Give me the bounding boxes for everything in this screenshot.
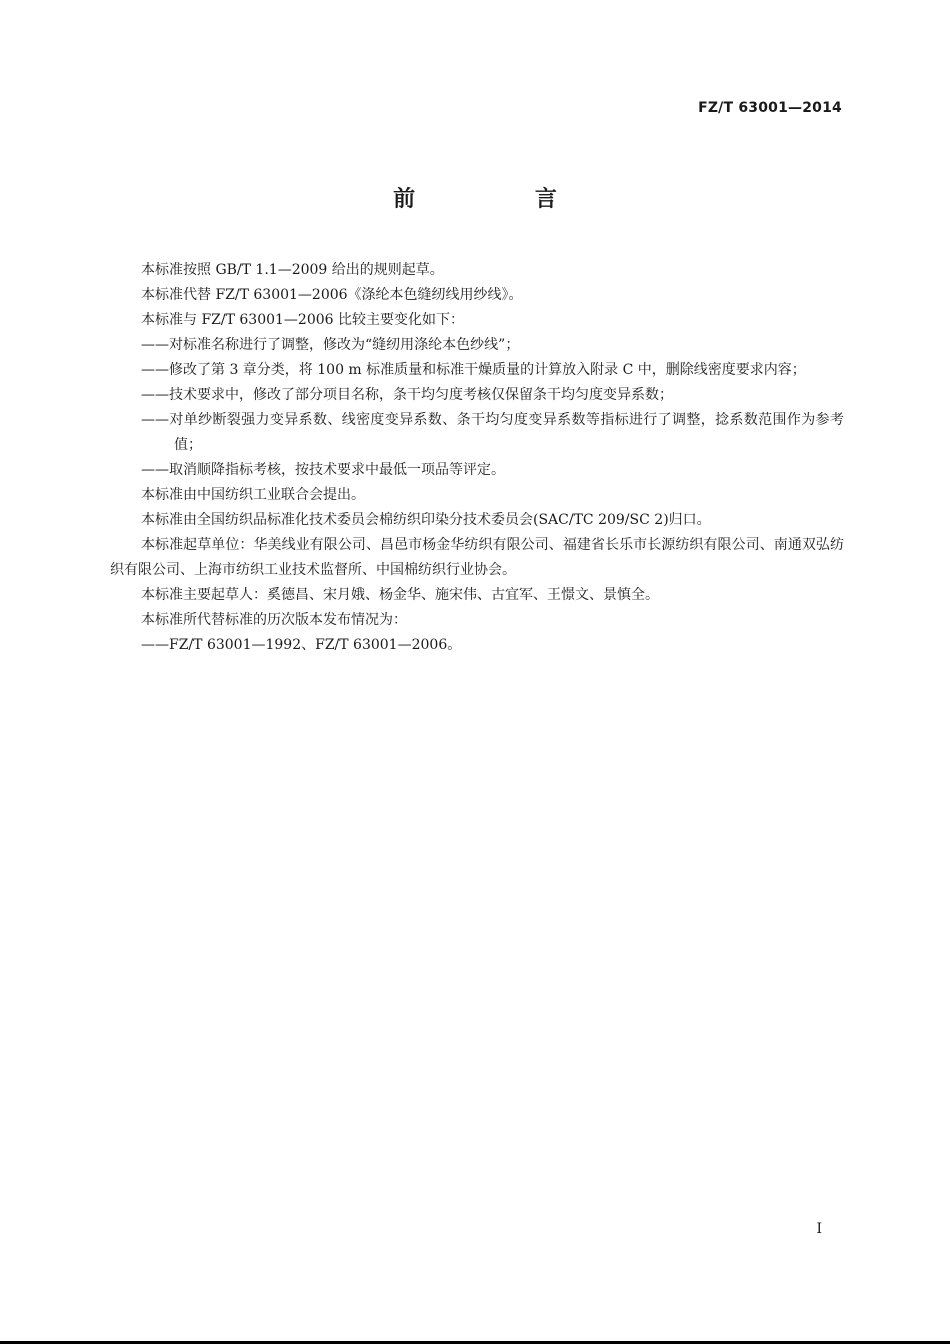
change-list-item: ——取消顺降指标考核，按技术要求中最低一项品等评定。: [141, 462, 505, 478]
paragraph: 本标准与 FZ/T 63001—2006 比较主要变化如下：: [141, 312, 465, 328]
version-history-item: ——FZ/T 63001—1992、FZ/T 63001—2006。: [141, 637, 462, 653]
paragraph: 本标准所代替标准的历次版本发布情况为：: [141, 612, 407, 628]
paragraph: 本标准主要起草人：奚德昌、宋月娥、杨金华、施宋伟、古宜军、王憬文、景慎全。: [141, 587, 659, 603]
change-list-item: ——对标准名称进行了调整，修改为“缝纫用涤纶本色纱线”；: [141, 337, 520, 353]
paragraph: 本标准由全国纺织品标准化技术委员会棉纺织印染分技术委员会(SAC/TC 209/SC 2)归口。: [141, 512, 711, 528]
page-number: I: [816, 1221, 822, 1237]
standard-code: FZ/T 63001—2014: [698, 100, 842, 116]
paragraph: 本标准代替 FZ/T 63001—2006《涤纶本色缝纫线用纱线》。: [141, 287, 523, 303]
document-body: [110, 258, 844, 658]
change-list-item: ——对单纱断裂强力变异系数、线密度变异系数、条干均匀度变异系数等指标进行了调整，捻系数范围作为参考值；: [141, 412, 844, 453]
paragraph: 本标准按照 GB/T 1.1—2009 给出的规则起草。: [141, 262, 444, 278]
paragraph: 本标准由中国纺织工业联合会提出。: [141, 487, 365, 503]
change-list-item: ——技术要求中，修改了部分项目名称，条干均匀度考核仅保留条干均匀度变异系数；: [141, 387, 673, 403]
change-list-item: ——修改了第 3 章分类，将 100 m 标准质量和标准干燥质量的计算放入附录 C 中，删除线密度要求内容；: [141, 362, 806, 378]
page-title: 前 言: [393, 187, 613, 212]
paragraph: 本标准起草单位：华美线业有限公司、昌邑市杨金华纺织有限公司、福建省长乐市长源纺织有限公司、南通双弘纺织有限公司、上海市纺织工业技术监督所、中国棉纺织行业协会。: [110, 537, 844, 578]
